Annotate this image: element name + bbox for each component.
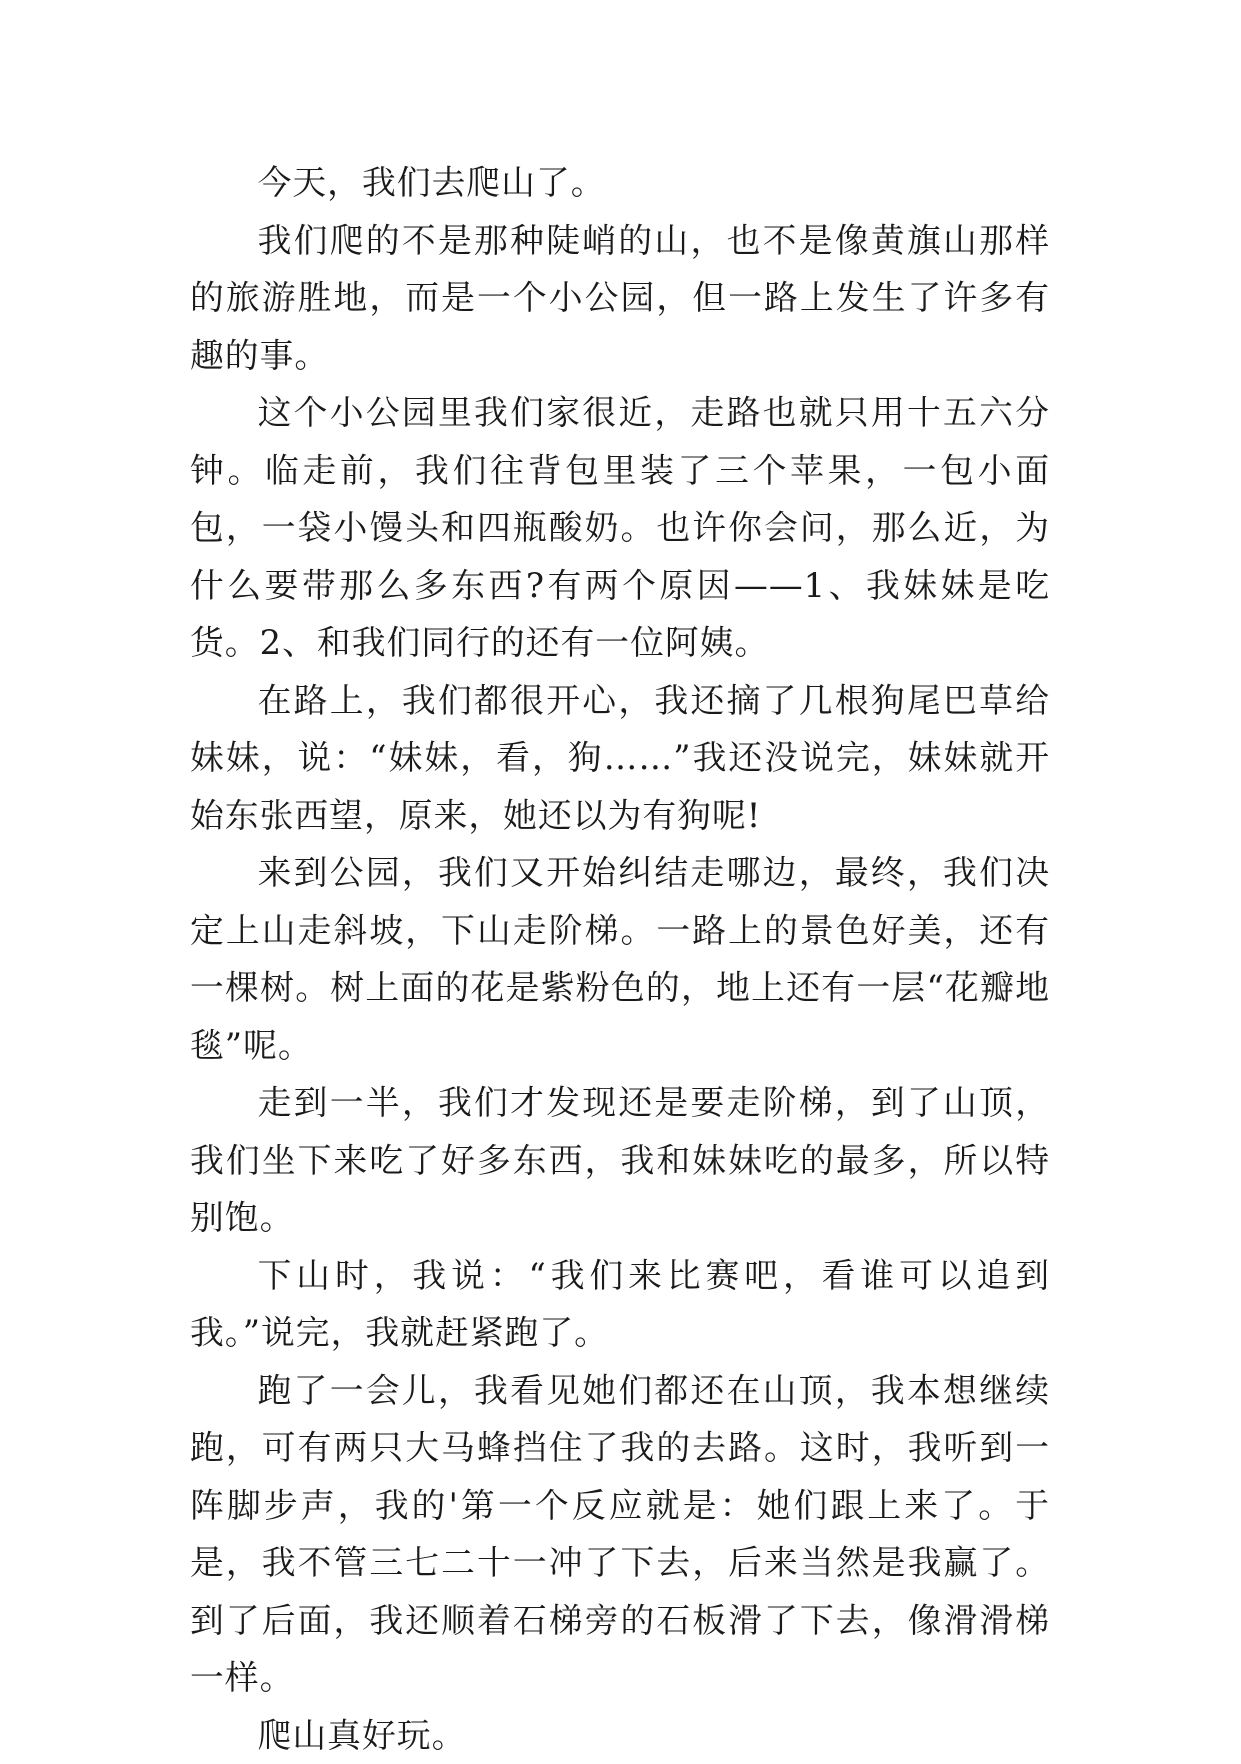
paragraph-9: 爬山真好玩。 xyxy=(190,1707,1050,1764)
paragraph-2: 我们爬的不是那种陡峭的山，也不是像黄旗山那样的旅游胜地，而是一个小公园，但一路上发生了许多有趣的事。 xyxy=(190,212,1050,385)
paragraph-5: 来到公园，我们又开始纠结走哪边，最终，我们决定上山走斜坡，下山走阶梯。一路上的景色好美，还有一棵树。树上面的花是紫粉色的，地上还有一层“花瓣地毯”呢。 xyxy=(190,844,1050,1074)
paragraph-8: 跑了一会儿，我看见她们都还在山顶，我本想继续跑，可有两只大马蜂挡住了我的去路。这时，我听到一阵脚步声，我的'第一个反应就是：她们跟上来了。于是，我不管三七二十一冲了下去，后来当然是我赢了。到了后面，我还顺着石梯旁的石板滑了下去，像滑滑梯一样。 xyxy=(190,1362,1050,1707)
essay-body xyxy=(190,154,1050,1764)
paragraph-7: 下山时，我说：“我们来比赛吧，看谁可以追到我。”说完，我就赶紧跑了。 xyxy=(190,1247,1050,1362)
paragraph-3: 这个小公园里我们家很近，走路也就只用十五六分钟。临走前，我们往背包里装了三个苹果，一包小面包，一袋小馒头和四瓶酸奶。也许你会问，那么近，为什么要带那么多东西?有两个原因——1、我妹妹是吃货。2、和我们同行的还有一位阿姨。 xyxy=(190,384,1050,672)
paragraph-1: 今天，我们去爬山了。 xyxy=(190,154,1050,212)
paragraph-4: 在路上，我们都很开心，我还摘了几根狗尾巴草给妹妹，说：“妹妹，看，狗……”我还没说完，妹妹就开始东张西望，原来，她还以为有狗呢! xyxy=(190,672,1050,845)
paragraph-6: 走到一半，我们才发现还是要走阶梯，到了山顶，我们坐下来吃了好多东西，我和妹妹吃的最多，所以特别饱。 xyxy=(190,1074,1050,1247)
